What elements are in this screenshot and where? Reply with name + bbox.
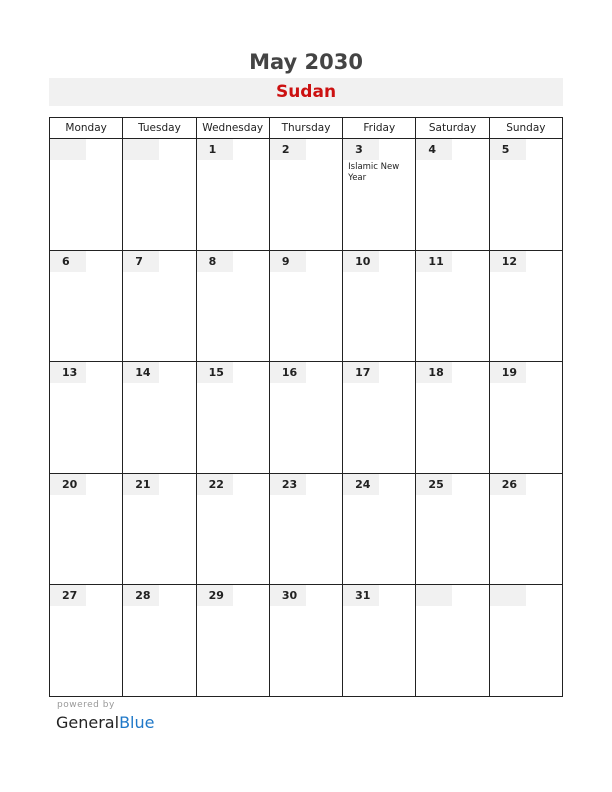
day-number: 12 bbox=[490, 251, 526, 272]
day-cell bbox=[50, 362, 123, 474]
weekday-header-tuesday: Tuesday bbox=[123, 118, 196, 139]
day-number: 6 bbox=[50, 251, 86, 272]
day-cell bbox=[197, 251, 270, 363]
day-cell bbox=[343, 139, 416, 251]
day-cell bbox=[416, 251, 489, 363]
weekday-header-wednesday: Wednesday bbox=[197, 118, 270, 139]
day-cell bbox=[197, 139, 270, 251]
day-cell bbox=[270, 585, 343, 697]
day-cell bbox=[197, 585, 270, 697]
day-cell bbox=[490, 139, 563, 251]
day-cell bbox=[50, 585, 123, 697]
weekday-header-saturday: Saturday bbox=[416, 118, 489, 139]
brand-logo[interactable] bbox=[56, 713, 154, 733]
weekday-header-thursday: Thursday bbox=[270, 118, 343, 139]
day-cell bbox=[490, 474, 563, 586]
day-number: 31 bbox=[343, 585, 379, 606]
day-number: 2 bbox=[270, 139, 306, 160]
day-cell bbox=[270, 139, 343, 251]
day-cell bbox=[123, 251, 196, 363]
brand-logo-general: General bbox=[56, 713, 120, 732]
day-cell bbox=[197, 362, 270, 474]
day-number: 18 bbox=[416, 362, 452, 383]
day-number: 3 bbox=[343, 139, 379, 160]
day-number: 13 bbox=[50, 362, 86, 383]
day-cell bbox=[270, 251, 343, 363]
day-cell bbox=[416, 474, 489, 586]
day-number: 25 bbox=[416, 474, 452, 495]
day-cell bbox=[416, 362, 489, 474]
country-name: Sudan bbox=[275, 82, 337, 102]
day-cell bbox=[270, 474, 343, 586]
weekday-header-sunday: Sunday bbox=[490, 118, 563, 139]
day-number: 16 bbox=[270, 362, 306, 383]
empty-day-marker bbox=[416, 585, 452, 606]
day-number: 4 bbox=[416, 139, 452, 160]
day-cell bbox=[343, 474, 416, 586]
day-number: 17 bbox=[343, 362, 379, 383]
empty-day-marker bbox=[490, 585, 526, 606]
day-number: 29 bbox=[197, 585, 233, 606]
day-number: 19 bbox=[490, 362, 526, 383]
day-cell bbox=[490, 585, 563, 697]
day-number: 30 bbox=[270, 585, 306, 606]
empty-day-marker bbox=[123, 139, 159, 160]
day-number: 7 bbox=[123, 251, 159, 272]
day-number: 21 bbox=[123, 474, 159, 495]
day-number: 27 bbox=[50, 585, 86, 606]
day-number: 26 bbox=[490, 474, 526, 495]
day-number: 20 bbox=[50, 474, 86, 495]
day-cell bbox=[123, 585, 196, 697]
brand-logo-blue: Blue bbox=[119, 713, 155, 732]
calendar-grid bbox=[49, 117, 563, 697]
day-number: 5 bbox=[490, 139, 526, 160]
page-title: May 2030 bbox=[249, 50, 363, 74]
empty-day-marker bbox=[50, 139, 86, 160]
day-cell bbox=[123, 474, 196, 586]
day-number: 28 bbox=[123, 585, 159, 606]
day-number: 11 bbox=[416, 251, 452, 272]
day-number: 10 bbox=[343, 251, 379, 272]
day-cell bbox=[123, 362, 196, 474]
day-number: 15 bbox=[197, 362, 233, 383]
weekday-header-friday: Friday bbox=[343, 118, 416, 139]
day-cell bbox=[50, 474, 123, 586]
day-cell bbox=[343, 251, 416, 363]
weekday-header-monday: Monday bbox=[50, 118, 123, 139]
day-cell bbox=[123, 139, 196, 251]
powered-by-text: powered by bbox=[57, 700, 115, 710]
day-cell bbox=[416, 585, 489, 697]
day-number: 22 bbox=[197, 474, 233, 495]
day-cell bbox=[343, 585, 416, 697]
day-number: 24 bbox=[343, 474, 379, 495]
day-cell bbox=[270, 362, 343, 474]
holiday-label: Islamic New Year bbox=[348, 162, 400, 183]
footer bbox=[56, 700, 154, 733]
day-cell bbox=[197, 474, 270, 586]
day-cell bbox=[50, 251, 123, 363]
day-cell bbox=[343, 362, 416, 474]
day-number: 14 bbox=[123, 362, 159, 383]
day-cell bbox=[490, 362, 563, 474]
day-cell bbox=[50, 139, 123, 251]
day-number: 9 bbox=[270, 251, 306, 272]
country-banner bbox=[49, 78, 563, 106]
day-number: 1 bbox=[197, 139, 233, 160]
day-cell bbox=[490, 251, 563, 363]
day-number: 8 bbox=[197, 251, 233, 272]
day-cell bbox=[416, 139, 489, 251]
day-number: 23 bbox=[270, 474, 306, 495]
